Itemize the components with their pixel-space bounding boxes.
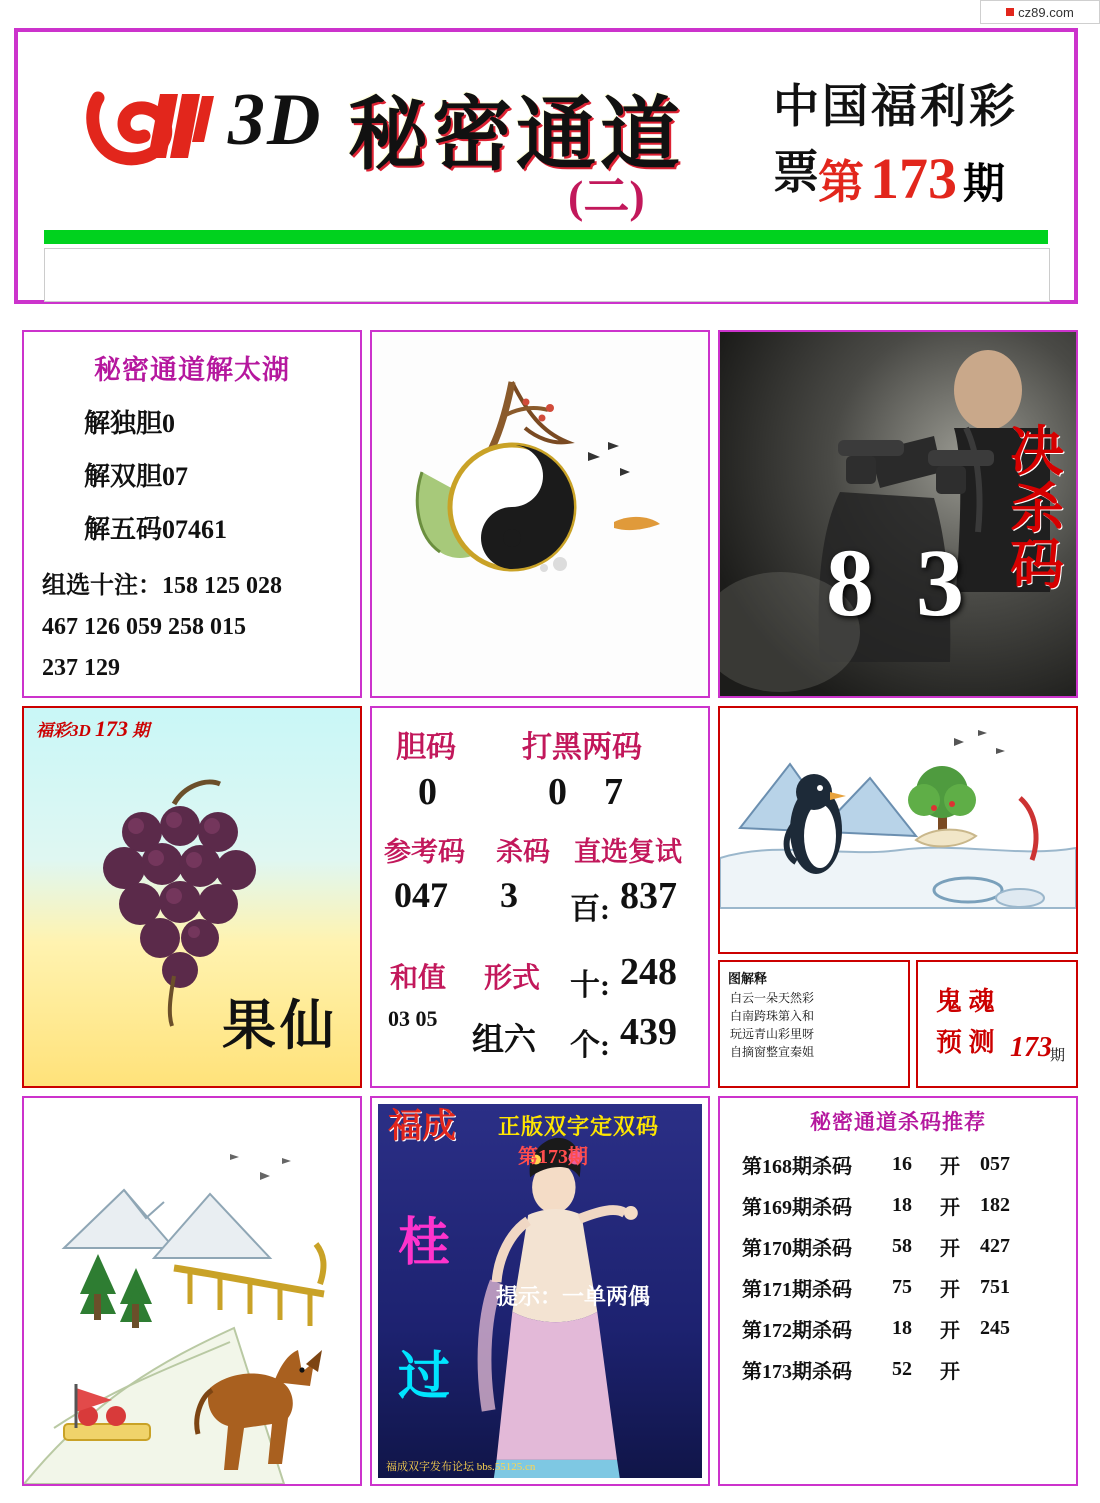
taihu-line-3: 解五码07461 [84, 515, 228, 544]
yinyang-illustration-card [370, 330, 710, 698]
ghost-line-1: 鬼 魂 [936, 987, 995, 1016]
watermark-text: cz89.com [1018, 4, 1074, 20]
kill-row-kill: 16 [892, 1153, 912, 1175]
dahei-value-1: 0 [548, 771, 567, 813]
title-chinese: 秘密通道 [348, 92, 684, 180]
shi-value: 248 [620, 951, 677, 993]
lady-big-text-1: 桂 [398, 1215, 451, 1272]
ghost-issue-number: 173 [1010, 1032, 1052, 1063]
table-row [742, 1191, 1076, 1220]
grape-image-card [22, 706, 362, 1088]
table-row [742, 1314, 1076, 1343]
lady-footer-text: 福成双字发布论坛 bbs.55125.cn [386, 1461, 536, 1473]
dahei-value-2: 7 [604, 771, 623, 813]
taihu-title: 秘密通道解太湖 [94, 355, 290, 385]
penguin-illustration [720, 708, 1076, 952]
kill-row-label: 第169期杀码 [742, 1197, 852, 1219]
dahei-label: 打黑两码 [522, 731, 642, 764]
note-line-1: 白云一朵天然彩 [730, 991, 815, 1005]
table-row [742, 1232, 1076, 1261]
table-row [742, 1150, 1076, 1179]
header-inner [28, 40, 1062, 222]
penguin-illustration-card [718, 706, 1078, 954]
kill-row-kill: 18 [892, 1194, 912, 1216]
grape-issue-suffix: 期 [132, 721, 150, 740]
gun-number-right: 3 [916, 529, 964, 636]
header-blank-strip [44, 248, 1050, 302]
lady-tip-text: 提示：一单两偶 [496, 1284, 651, 1309]
note-text-card [718, 960, 910, 1088]
taihu-line-1: 解独胆0 [84, 409, 176, 438]
kill-table-title: 秘密通道杀码推荐 [810, 1110, 986, 1134]
issue-row [818, 145, 1005, 212]
issue-prefix: 第 [818, 157, 864, 208]
kill-row-kai: 开 [940, 1279, 960, 1301]
title-subtitle: (二) [568, 171, 645, 222]
lady-poster-card [370, 1096, 710, 1486]
shama-value: 3 [500, 875, 518, 915]
issue-number: 173 [870, 146, 957, 211]
bai-label: 百: [570, 893, 610, 926]
grape-issue-number: 173 [95, 716, 129, 741]
shi-label: 十: [570, 969, 610, 1002]
kill-row-result: 245 [980, 1317, 1010, 1339]
kill-row-kill: 58 [892, 1235, 912, 1257]
xingshi-label: 形式 [484, 963, 541, 994]
kill-row-kai: 开 [940, 1156, 960, 1178]
kill-table-rows [720, 1150, 1076, 1384]
kill-row-label: 第168期杀码 [742, 1156, 852, 1178]
site-watermark [980, 0, 1100, 24]
kill-row-kai: 开 [940, 1361, 960, 1383]
table-row [742, 1355, 1076, 1384]
kill-row-result: 182 [980, 1194, 1010, 1216]
note-line-3: 玩远青山彩里呀 [730, 1027, 815, 1041]
zhixuan-label: 直选复试 [574, 837, 682, 867]
lottery-name: 中国福利彩票 [773, 81, 1018, 198]
cankao-label: 参考码 [384, 837, 465, 867]
green-divider [44, 230, 1048, 244]
note-line-2: 白南跨珠第入和 [730, 1009, 815, 1023]
poster-header [14, 28, 1078, 304]
taihu-analysis-card [22, 330, 362, 698]
kill-row-label: 第171期杀码 [742, 1279, 852, 1301]
kill-row-kill: 75 [892, 1276, 912, 1298]
bai-label-text: 百 [570, 893, 600, 926]
watermark-dot-icon [1006, 8, 1014, 16]
cankao-value: 047 [394, 875, 448, 915]
gunman-image-card [718, 330, 1078, 698]
kill-code-table-card [718, 1096, 1078, 1486]
lady-big-text-2: 过 [398, 1349, 451, 1406]
shi-label-text: 十 [570, 969, 600, 1002]
yinyang-illustration [392, 372, 692, 662]
note-title: 图解释 [728, 971, 768, 986]
gun-side-label: 决杀码 [1010, 422, 1064, 596]
kill-row-result: 057 [980, 1153, 1010, 1175]
kill-row-kai: 开 [940, 1197, 960, 1219]
zuliu-label: 组六 [472, 1021, 537, 1057]
kill-row-kill: 52 [892, 1358, 912, 1380]
kill-row-label: 第172期杀码 [742, 1320, 852, 1342]
note-line-4: 自摘窗整宣秦姐 [730, 1045, 815, 1059]
numbers-panel-card [370, 706, 710, 1088]
ge-label-text: 个 [570, 1029, 600, 1062]
lady-poster-inner [378, 1104, 702, 1478]
lady-issue: 第173期 [518, 1146, 588, 1168]
table-row [742, 1273, 1076, 1302]
horse-illustration-card [22, 1096, 362, 1486]
lady-red-text: 福成 [388, 1108, 456, 1145]
kill-row-kai: 开 [940, 1238, 960, 1260]
issue-suffix: 期 [963, 162, 1006, 208]
hezhi-value: 03 05 [388, 1006, 438, 1031]
taihu-group-line-1: 组选十注：158 125 028 [42, 573, 282, 599]
shama-label: 杀码 [496, 837, 550, 867]
ge-value: 439 [620, 1011, 677, 1053]
gun-number-left: 8 [826, 529, 874, 636]
title-3d: 3D [228, 79, 323, 161]
kill-row-result: 751 [980, 1276, 1010, 1298]
grape-big-text: 果仙 [222, 996, 338, 1056]
taihu-line-2: 解双胆07 [84, 462, 189, 491]
kill-row-label: 第170期杀码 [742, 1238, 852, 1260]
danma-label: 胆码 [396, 731, 456, 764]
grape-label-text: 福彩3D [36, 721, 91, 740]
ghost-issue-suffix: 期 [1050, 1048, 1066, 1064]
lady-top-text: 正版双字定双码 [498, 1114, 660, 1139]
kill-row-label: 第173期杀码 [742, 1361, 852, 1383]
bai-value: 837 [620, 875, 677, 917]
danma-value: 0 [418, 771, 437, 813]
kill-row-result: 427 [980, 1235, 1010, 1257]
ghost-forecast-card [916, 960, 1078, 1088]
china-welfare-lottery-logo-icon [86, 80, 216, 172]
ge-label: 个: [570, 1029, 610, 1062]
taihu-group-line-2: 467 126 059 258 015 [42, 614, 246, 641]
taihu-group-line-3: 237 129 [42, 655, 120, 682]
horse-illustration [24, 1098, 360, 1484]
kill-row-kill: 18 [892, 1317, 912, 1339]
ghost-line-2: 预 测 [936, 1028, 995, 1057]
kill-row-kai: 开 [940, 1320, 960, 1342]
hezhi-label: 和值 [390, 963, 447, 994]
